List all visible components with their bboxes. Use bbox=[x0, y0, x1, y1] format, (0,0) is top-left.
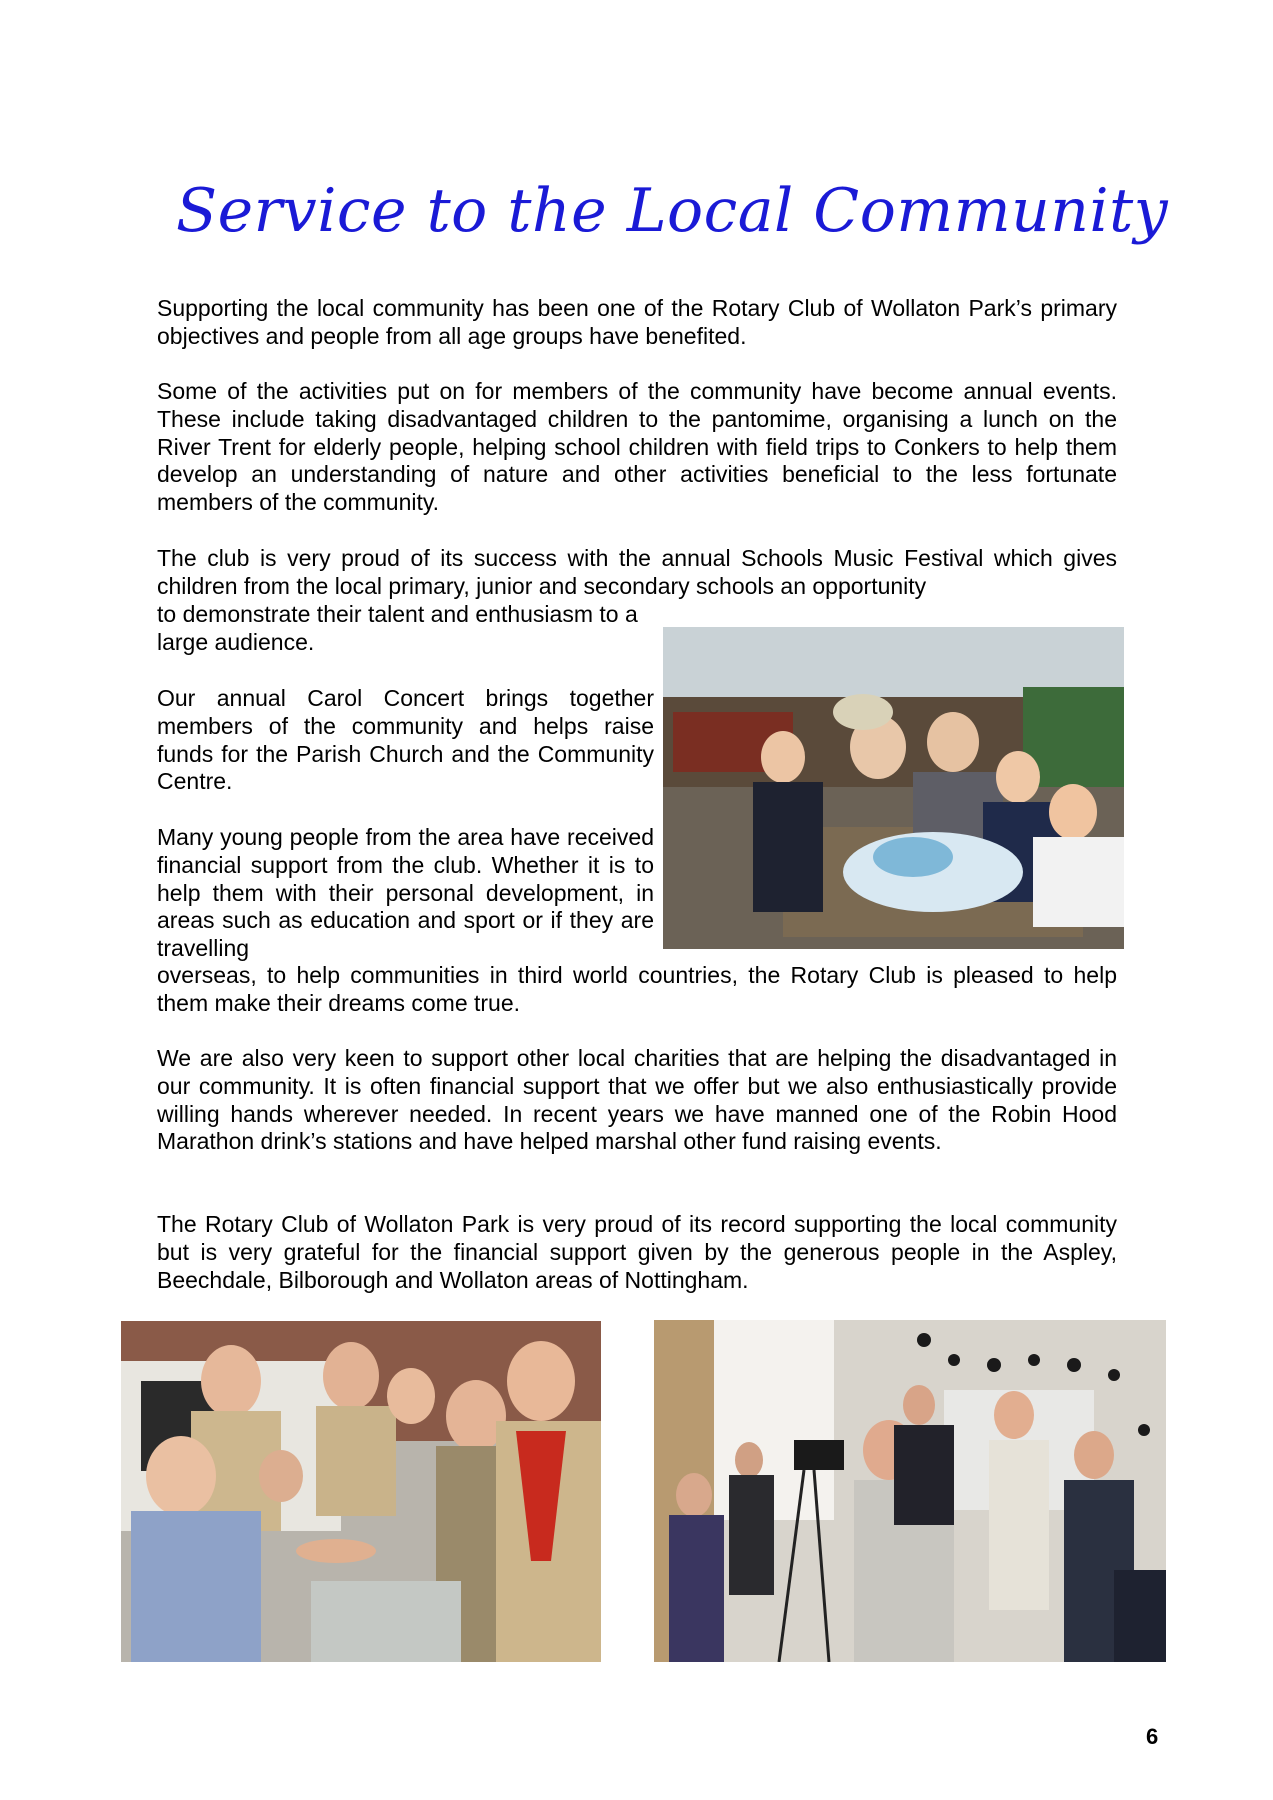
paragraph-young-people: Many young people from the area have received financial support from the club. Whether it is to help them with their personal development, in areas such as education and sport or if they are travelling bbox=[157, 824, 654, 962]
paragraph-young-people-cont: overseas, to help communities in third world countries, the Rotary Club is pleased to help them make their dreams come true. bbox=[157, 962, 1117, 1016]
page-title: Service to the Local Community bbox=[176, 176, 1169, 246]
paragraph-carol-concert: Our annual Carol Concert brings together members of the community and helps raise funds for the Parish Church and the Community Centre. bbox=[157, 685, 654, 795]
photo-children-outdoor-event bbox=[663, 627, 1124, 949]
paragraph-intro: Supporting the local community has been one of the Rotary Club of Wollaton Park’s primary objectives and people from all age groups have benefited. bbox=[157, 295, 1117, 349]
photo-indoor-camera-group bbox=[654, 1320, 1166, 1662]
paragraph-music-festival-cont: to demonstrate their talent and enthusiasm to a large audience. bbox=[157, 601, 638, 655]
paragraph-closing: The Rotary Club of Wollaton Park is very proud of its record supporting the local community but is very grateful for the financial support given by the generous people in the Aspley, Beechdale, Bilborough and Wollaton areas of Nottingham. bbox=[157, 1211, 1117, 1293]
page-number: 6 bbox=[1146, 1724, 1159, 1749]
paragraph-annual-events: Some of the activities put on for members of the community have become annual events. These include taking disadvantaged children to the pantomime, organising a lunch on the River Trent for elderly people, helping school children with field trips to Conkers to help them develop an understanding of nature and other activities beneficial to the less fortunate members of the community. bbox=[157, 378, 1117, 516]
paragraph-music-festival: The club is very proud of its success with the annual Schools Music Festival which gives children from the local primary, junior and secondary schools an opportunity bbox=[157, 545, 1117, 599]
photo-scouts-handshake bbox=[121, 1321, 601, 1662]
paragraph-local-charities: We are also very keen to support other local charities that are helping the disadvantaged in our community. It is often financial support that we offer but we also enthusiastically provide willing hands wherever needed. In recent years we have manned one of the Robin Hood Marathon drink’s stations and have helped marshal other fund raising events. bbox=[157, 1045, 1117, 1155]
